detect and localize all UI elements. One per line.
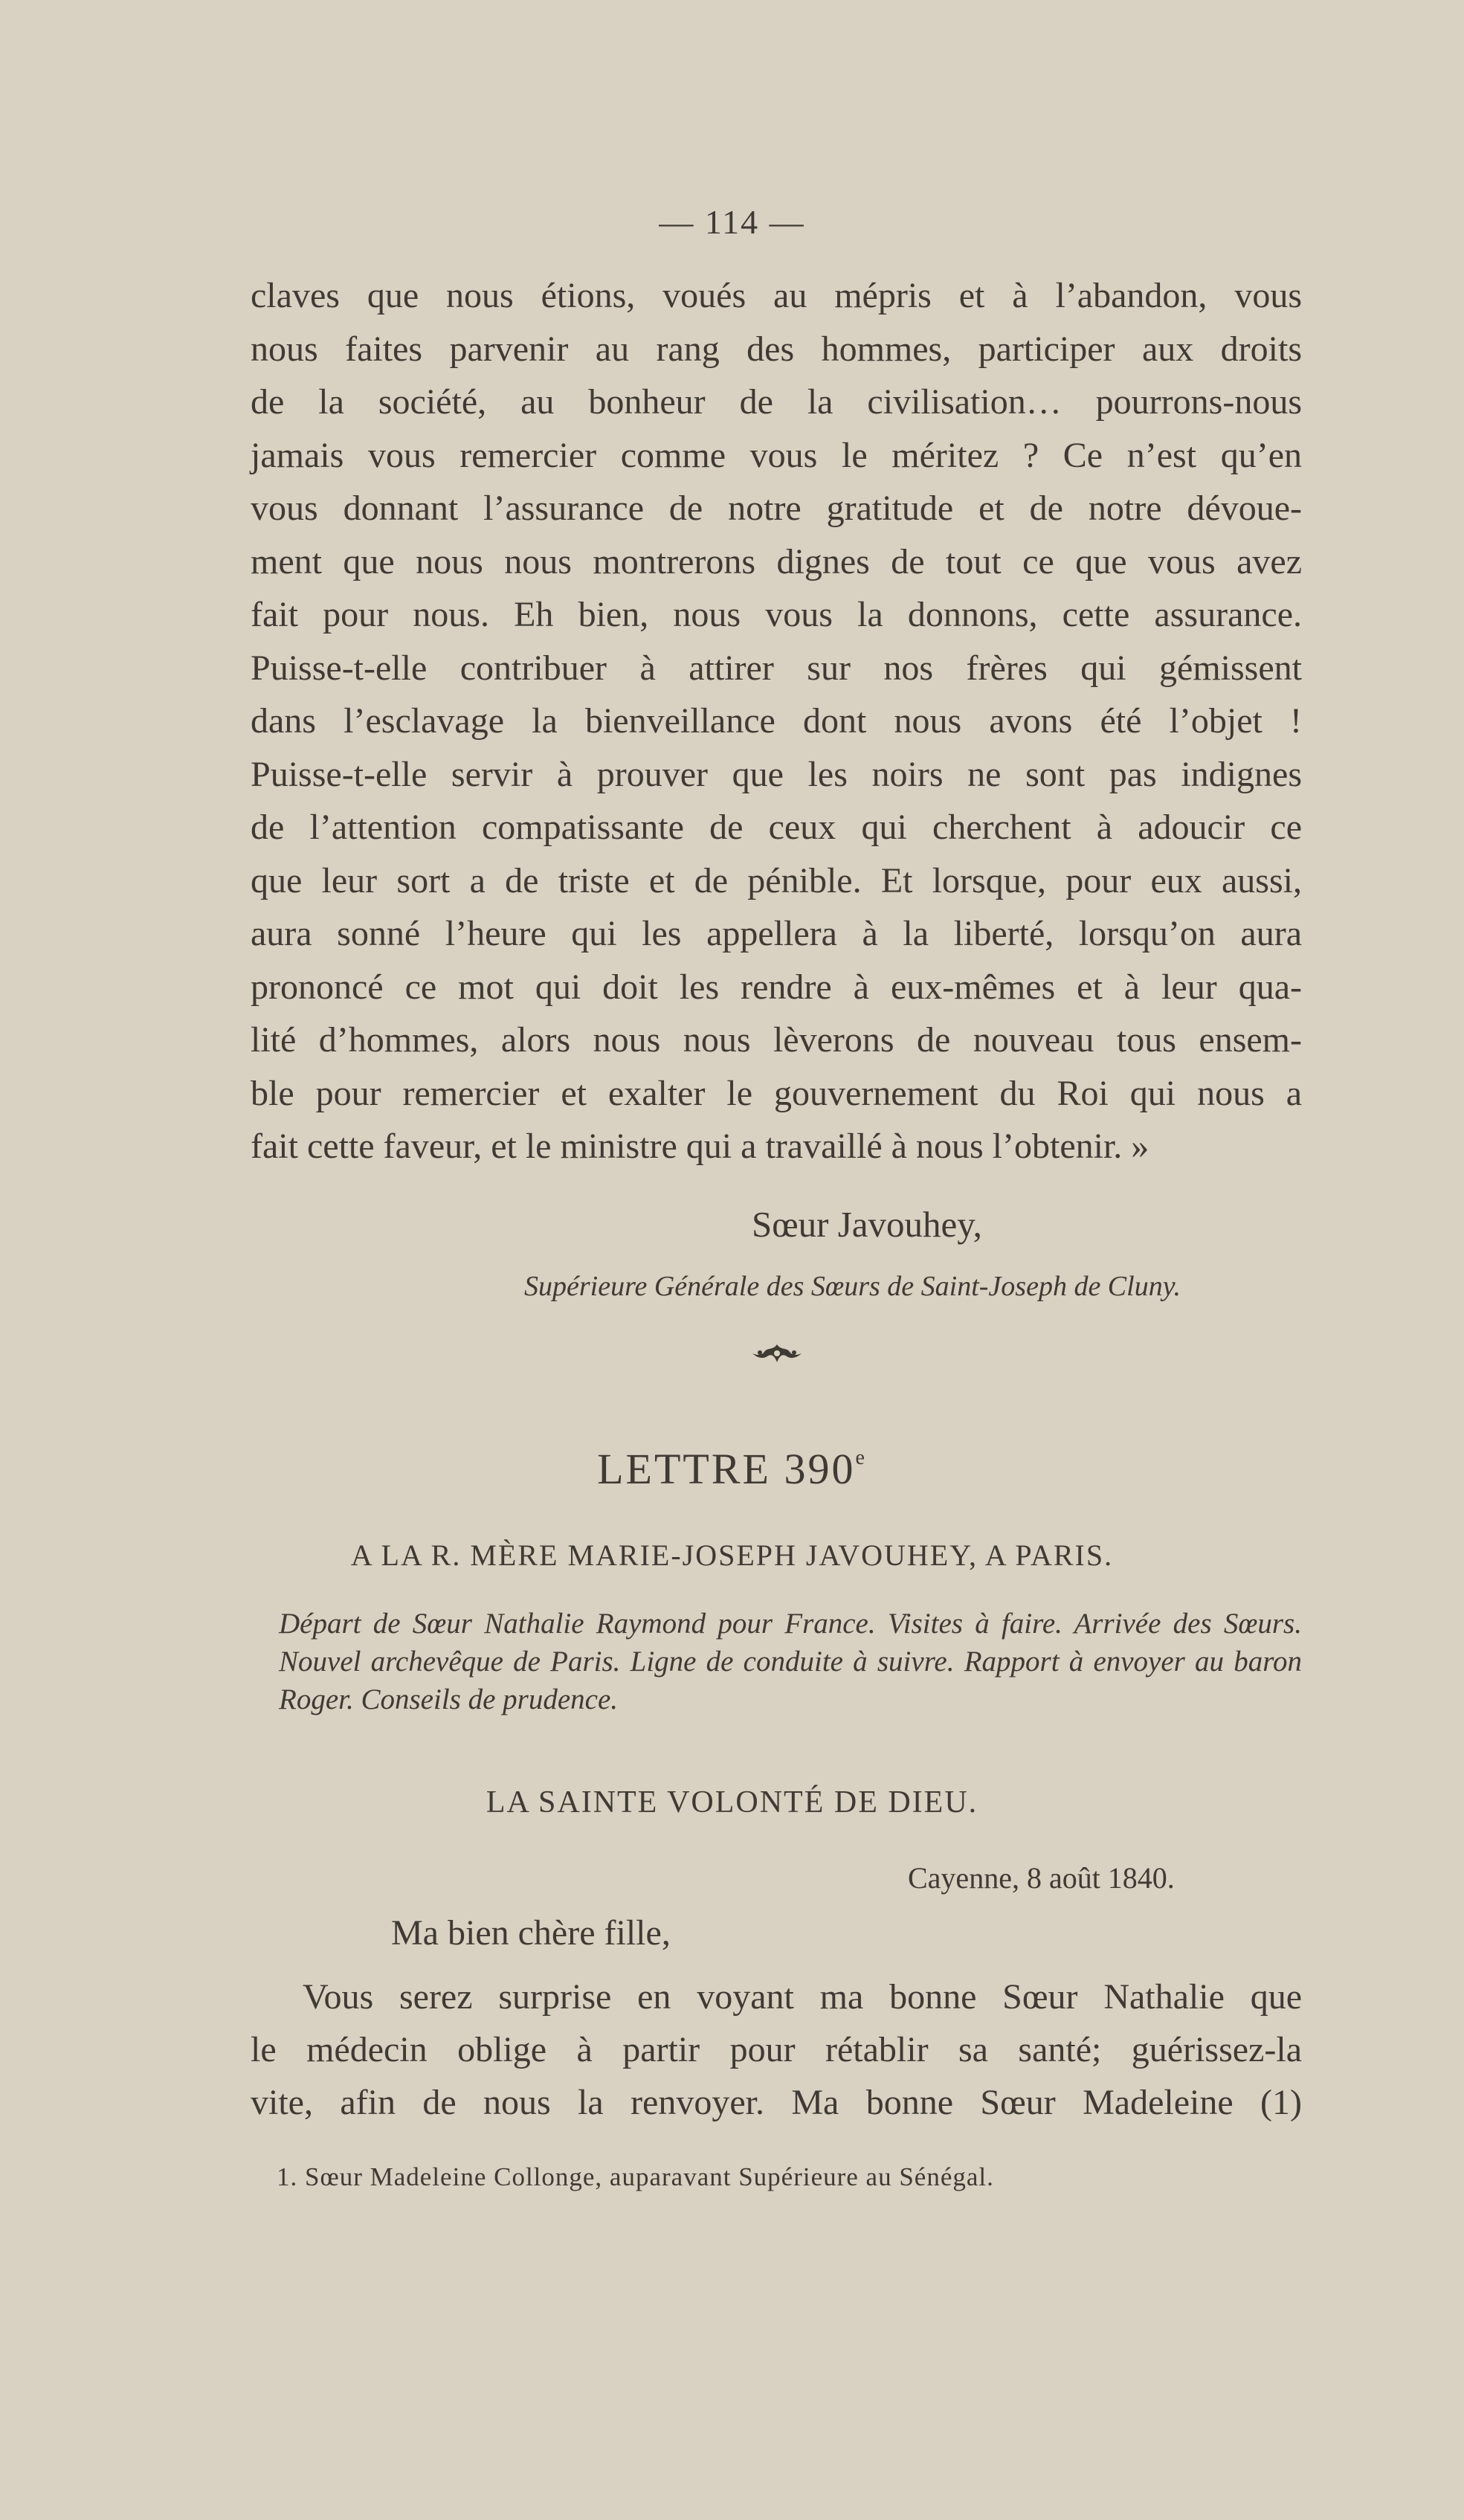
text-line: Puisse-t-elle contribuer à attirer sur nos frères qui gémissent — [251, 648, 1302, 688]
text-line: lité d’hommes, alors nous nous lèverons de nouveau tous ensem- — [251, 1020, 1302, 1060]
text-line: le médecin oblige à partir pour rétablir sa santé; guérissez-la — [251, 2030, 1302, 2069]
letter-motto: LA SAINTE VOLONTÉ DE DIEU. — [486, 1785, 978, 1820]
text-line: vous donnant l’assurance de notre gratitude et de notre dévoue- — [251, 489, 1302, 528]
text-line: prononcé ce mot qui doit les rendre à eux-mêmes et à leur qua- — [251, 967, 1302, 1007]
text-line: ble pour remercier et exalter le gouvernement du Roi qui nous a — [251, 1073, 1302, 1113]
text-line: jamais vous remercier comme vous le méritez ? Ce n’est qu’en — [251, 435, 1302, 475]
letter-place-date: Cayenne, 8 août 1840. — [908, 1861, 1175, 1895]
text-line: aura sonné l’heure qui les appellera à la liberté, lorsqu’on aura — [251, 914, 1302, 953]
text-line: Puisse-t-elle servir à prouver que les noirs ne sont pas indignes — [251, 754, 1302, 794]
text-line: claves que nous étions, voués au mépris et à l’abandon, vous — [251, 276, 1302, 315]
page-number: — 114 — — [659, 203, 805, 241]
letter-addressee: A LA R. MÈRE MARIE-JOSEPH JAVOUHEY, A PARIS. — [350, 1538, 1114, 1572]
text-line: fait cette faveur, et le ministre qui a travaillé à nous l’obtenir. » — [251, 1127, 1149, 1166]
text-line: Vous serez surprise en voyant ma bonne Sœur Nathalie que — [303, 1977, 1302, 2017]
letter-summary: Départ de Sœur Nathalie Raymond pour France. Visites à faire. Arrivée des Sœurs. Nouvel archevêque de Paris. Ligne de conduite à suivre. Rapport à envoyer au baron Roger. Conseils de prudence. — [279, 1608, 1302, 1715]
letter-salutation: Ma bien chère fille, — [391, 1913, 671, 1953]
text-line: de la société, au bonheur de la civilisation… pourrons-nous — [251, 382, 1302, 422]
text-line: que leur sort a de triste et de pénible. Et lorsque, pour eux aussi, — [251, 860, 1302, 900]
letter-title-sup: e — [855, 1446, 867, 1469]
text-line: fait pour nous. Eh bien, nous vous la donnons, cette assurance. — [251, 595, 1302, 634]
fleuron-ornament-icon — [751, 1340, 803, 1367]
text-line: ment que nous nous montrerons dignes de tout ce que vous avez — [251, 541, 1302, 581]
continued-letter-text — [251, 269, 1302, 1173]
signature-name: Sœur Javouhey, — [752, 1204, 982, 1245]
text-line: dans l’esclavage la bienveillance dont nous avons été l’objet ! — [251, 701, 1302, 741]
letter-body — [251, 1970, 1302, 2129]
text-line: de l’attention compatissante de ceux qui cherchent à adoucir ce — [251, 808, 1302, 847]
letter-title — [0, 1444, 1464, 1494]
signature-title: Supérieure Générale des Sœurs de Saint-Joseph de Cluny. — [524, 1271, 1181, 1302]
text-line: vite, afin de nous la renvoyer. Ma bonne Sœur Madeleine (1) — [251, 2083, 1302, 2122]
text-line: nous faites parvenir au rang des hommes, participer aux droits — [251, 329, 1302, 369]
letter-title-main: LETTRE 390 — [597, 1445, 856, 1493]
footnote: 1. Sœur Madeleine Collonge, auparavant Supérieure au Sénégal. — [277, 2162, 994, 2191]
